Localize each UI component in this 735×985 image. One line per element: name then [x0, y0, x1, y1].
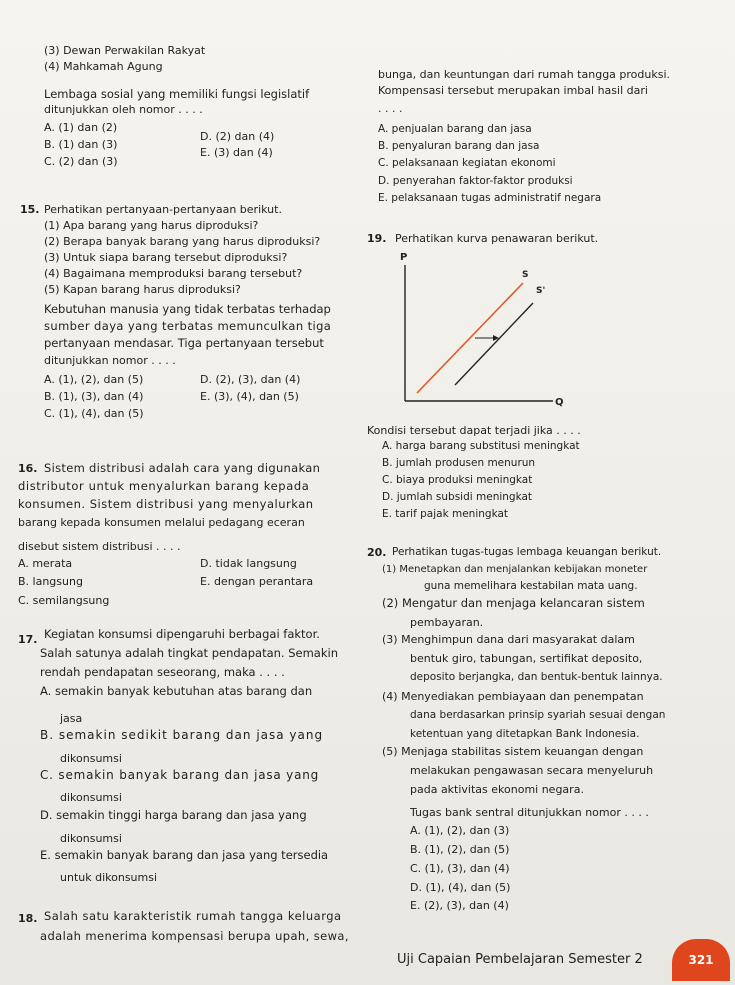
answer-d: D. tidak langsung	[200, 557, 297, 570]
answer-c: C. semakin banyak barang dan jasa yang	[40, 768, 320, 782]
paragraph-line: rendah pendapatan seseorang, maka . . . .	[40, 665, 285, 679]
paragraph-line: Kebutuhan manusia yang tidak terbatas terhadap	[44, 302, 331, 316]
answer-b: B. (1), (3), dan (4)	[44, 390, 144, 403]
statement-item: (4) Bagaimana memproduksi barang tersebut?	[44, 267, 303, 280]
question-stem: Tugas bank sentral ditunjukkan nomor . . . .	[410, 806, 649, 819]
statement-item: (1) Menetapkan dan menjalankan kebijakan moneter	[382, 564, 648, 575]
question-stem: ditunjukkan oleh nomor . . . .	[44, 103, 203, 116]
paragraph-line: Kegiatan konsumsi dipengaruhi berbagai faktor.	[44, 627, 320, 641]
paragraph-line: sumber daya yang terbatas memunculkan tiga	[44, 319, 332, 333]
answer-e-cont: untuk dikonsumsi	[60, 871, 158, 884]
answer-d: D. penyerahan faktor-faktor produksi	[378, 175, 573, 187]
paragraph-line: konsumen. Sistem distribusi yang menyalurkan	[18, 497, 314, 511]
page-number: 321	[672, 939, 730, 981]
option-item: (4) Mahkamah Agung	[44, 60, 163, 73]
answer-e: E. dengan perantara	[200, 575, 314, 588]
answer-b: B. langsung	[18, 575, 83, 588]
answer-a-cont: jasa	[60, 712, 83, 725]
answer-c: C. (1), (3), dan (4)	[410, 862, 510, 875]
answer-c: C. biaya produksi meningkat	[382, 474, 533, 486]
answer-a: A. (1) dan (2)	[44, 121, 118, 134]
answer-d-cont: dikonsumsi	[60, 832, 122, 845]
statement-item-cont: pada aktivitas ekonomi negara.	[410, 783, 584, 796]
question-number-16: 16.	[18, 462, 38, 475]
answer-a: A. (1), (2), dan (3)	[410, 824, 510, 837]
answer-d: D. (2) dan (4)	[200, 130, 275, 143]
answer-c: C. semilangsung	[18, 594, 110, 607]
answer-c: C. pelaksanaan kegiatan ekonomi	[378, 157, 556, 169]
answer-c: C. (1), (4), dan (5)	[44, 407, 144, 420]
statement-item-cont: deposito berjangka, dan bentuk-bentuk lainnya.	[410, 671, 663, 683]
paragraph-line: barang kepada konsumen melalui pedagang eceran	[18, 516, 305, 529]
statement-item: (3) Untuk siapa barang tersebut diproduksi?	[44, 251, 288, 264]
paragraph-line: . . . .	[378, 102, 403, 115]
p-axis-label: P	[400, 252, 408, 263]
statement-item-cont: bentuk giro, tabungan, sertifikat deposito,	[410, 652, 643, 665]
statement-item: (1) Apa barang yang harus diproduksi?	[44, 219, 259, 232]
answer-a: A. penjualan barang dan jasa	[378, 123, 532, 135]
statement-item-cont: guna memelihara kestabilan mata uang.	[424, 580, 638, 592]
paragraph-line: Salah satu karakteristik rumah tangga keluarga	[44, 909, 342, 923]
answer-b: B. penyaluran barang dan jasa	[378, 140, 540, 152]
answer-d: D. semakin tinggi harga barang dan jasa yang	[40, 808, 307, 822]
paragraph-line: disebut sistem distribusi . . . .	[18, 540, 181, 553]
answer-c: C. (2) dan (3)	[44, 155, 118, 168]
supply-curve-graph	[385, 245, 575, 415]
supply-curve-s-prime	[455, 303, 533, 385]
answer-e: E. pelaksanaan tugas administratif negara	[378, 192, 602, 204]
answer-d: D. jumlah subsidi meningkat	[382, 491, 533, 503]
paragraph-line: Salah satunya adalah tingkat pendapatan. Semakin	[40, 646, 338, 660]
answer-e: E. (3) dan (4)	[200, 146, 273, 159]
statement-item: (4) Menyediakan pembiayaan dan penempatan	[382, 690, 644, 703]
paragraph-line: distributor untuk menyalurkan barang kepada	[18, 479, 310, 493]
option-item: (3) Dewan Perwakilan Rakyat	[44, 44, 206, 57]
answer-b: B. semakin sedikit barang dan jasa yang	[40, 728, 324, 742]
question-number-20: 20.	[367, 546, 387, 559]
paragraph-line: ditunjukkan nomor . . . .	[44, 354, 176, 367]
supply-curve-s	[417, 283, 523, 393]
answer-e: E. semakin banyak barang dan jasa yang tersedia	[40, 848, 329, 862]
statement-item-cont: dana berdasarkan prinsip syariah sesuai dengan	[410, 709, 666, 721]
statement-item-cont: pembayaran.	[410, 616, 484, 629]
supply-label-s: S	[522, 270, 529, 280]
question-number-18: 18.	[18, 912, 38, 925]
statement-item: (5) Menjaga stabilitas sistem keuangan dengan	[382, 745, 644, 758]
answer-e: E. (3), (4), dan (5)	[200, 390, 299, 403]
statement-item: (2) Berapa banyak barang yang harus diproduksi?	[44, 235, 321, 248]
question-number-17: 17.	[18, 633, 38, 646]
answer-c-cont: dikonsumsi	[60, 791, 122, 804]
answer-b: B. jumlah produsen menurun	[382, 457, 536, 469]
question-stem: Perhatikan tugas-tugas lembaga keuangan berikut.	[392, 546, 662, 558]
statement-item-cont: ketentuan yang ditetapkan Bank Indonesia.	[410, 728, 640, 740]
answer-b: B. (1) dan (3)	[44, 138, 118, 151]
question-stem: Kondisi tersebut dapat terjadi jika . . . .	[367, 424, 581, 437]
statement-item: (2) Mengatur dan menjaga kelancaran sistem	[382, 596, 645, 610]
statement-item: (5) Kapan barang harus diproduksi?	[44, 283, 241, 296]
paragraph-line: bunga, dan keuntungan dari rumah tangga produksi.	[378, 68, 671, 81]
question-number-19: 19.	[367, 232, 387, 245]
answer-a: A. semakin banyak kebutuhan atas barang dan	[40, 684, 313, 698]
answer-a: A. merata	[18, 557, 73, 570]
statement-item-cont: melakukan pengawasan secara menyeluruh	[410, 764, 654, 777]
answer-a: A. harga barang substitusi meningkat	[382, 440, 580, 452]
answer-b: B. (1), (2), dan (5)	[410, 843, 510, 856]
q-axis-label: Q	[555, 397, 564, 408]
supply-label-s-prime: S'	[536, 286, 546, 296]
paragraph-line: Kompensasi tersebut merupakan imbal hasil dari	[378, 84, 648, 97]
paragraph-line: Sistem distribusi adalah cara yang digunakan	[44, 461, 321, 475]
paragraph-line: pertanyaan mendasar. Tiga pertanyaan tersebut	[44, 336, 324, 350]
statement-item: (3) Menghimpun dana dari masyarakat dalam	[382, 633, 635, 646]
question-stem: Perhatikan kurva penawaran berikut.	[395, 232, 599, 245]
paragraph-line: adalah menerima kompensasi berupa upah, sewa,	[40, 929, 349, 943]
question-number-15: 15.	[20, 203, 40, 216]
answer-a: A. (1), (2), dan (5)	[44, 373, 144, 386]
answer-d: D. (2), (3), dan (4)	[200, 373, 301, 386]
question-stem: Lembaga sosial yang memiliki fungsi legislatif	[44, 87, 310, 101]
answer-e: E. (2), (3), dan (4)	[410, 899, 509, 912]
footer-label: Uji Capaian Pembelajaran Semester 2	[397, 952, 643, 967]
question-stem: Perhatikan pertanyaan-pertanyaan berikut.	[44, 203, 282, 216]
answer-b-cont: dikonsumsi	[60, 752, 122, 765]
answer-e: E. tarif pajak meningkat	[382, 508, 509, 520]
answer-d: D. (1), (4), dan (5)	[410, 881, 511, 894]
